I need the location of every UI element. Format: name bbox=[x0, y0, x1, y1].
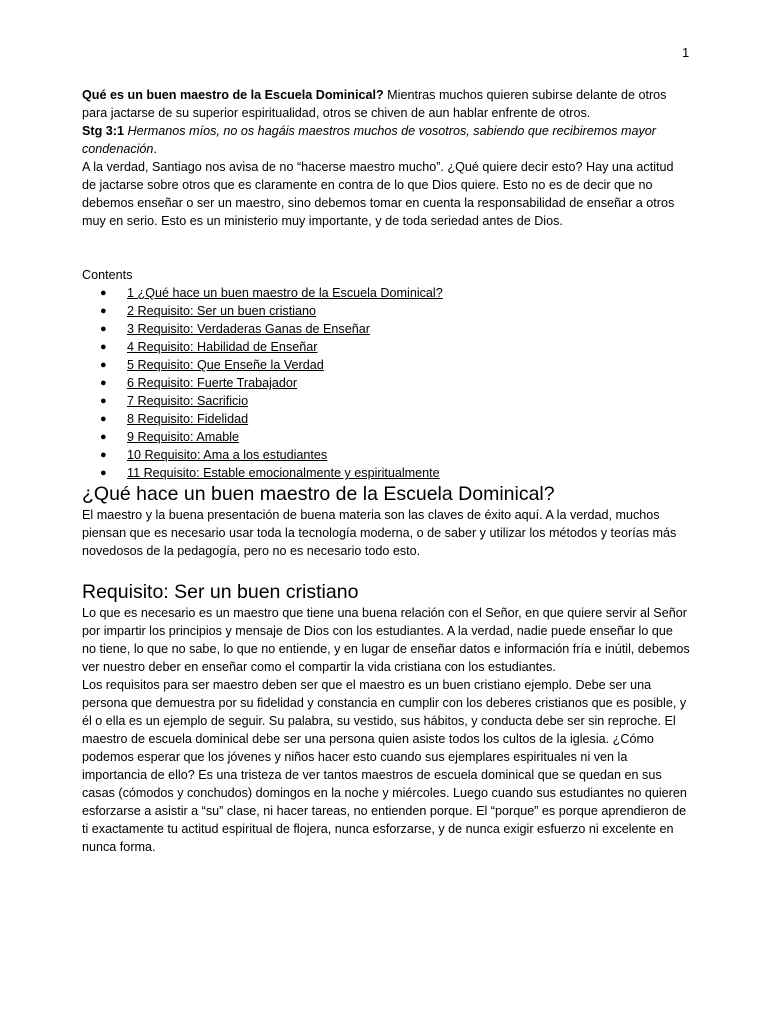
toc-link-2[interactable]: 2 Requisito: Ser un buen cristiano bbox=[127, 304, 317, 318]
bullet-icon: ● bbox=[100, 305, 107, 317]
toc-link-8[interactable]: 8 Requisito: Fidelidad bbox=[127, 412, 249, 426]
spacer bbox=[82, 230, 690, 266]
toc-item bbox=[82, 320, 690, 338]
toc-link-6[interactable]: 6 Requisito: Fuerte Trabajador bbox=[127, 376, 298, 390]
table-of-contents bbox=[82, 284, 690, 482]
toc-item bbox=[82, 302, 690, 320]
document-body bbox=[82, 86, 690, 856]
toc-link-11[interactable]: 11 Requisito: Estable emocionalmente y espiritualmente bbox=[127, 466, 440, 480]
toc-link-3[interactable]: 3 Requisito: Verdaderas Ganas de Enseñar bbox=[127, 322, 370, 336]
page-number: 1 bbox=[682, 45, 690, 60]
toc-item bbox=[82, 374, 690, 392]
section-2-paragraph-2: Los requisitos para ser maestro deben ser que el maestro es un buen cristiano ejemplo. Debe ser una persona que demuestra por su fidelidad y constancia en cumplir con los deberes cristianos que es posible, y él o ella es un ejemplo de seguir. Su palabra, su vestido, sus hábitos, y conducta debe ser sin reproche. El maestro de escuela dominical debe ser una persona quien asiste todos los cultos de la iglesia. ¿Cómo podemos esperar que los jóvenes y niños hacer esto cuando sus ejemplares espirituales ni ven la importancia de ello? Es una tristeza de ver tantos maestros de escuela dominical que se quedan en sus casas (cómodos y conchudos) domingos en la noche y miércoles. Luego cuando sus estudiantes no quieren esforzarse a asistir a “su” clase, ni hacer tareas, no entienden porque. El “porque” es porque aprendieron de ti exactamente tu actitud espiritual de flojera, nunca esforzarse, y de nunca exigir esfuerzo ni excelente en nunca forma. bbox=[82, 678, 687, 854]
bullet-icon: ● bbox=[100, 287, 107, 299]
section-2-paragraph-1: Lo que es necesario es un maestro que tiene una buena relación con el Señor, en que quiere servir al Señor por impartir los principios y mensaje de Dios con los estudiantes. A la verdad, nadie puede enseñar lo que no tiene, lo que no sabe, lo que no entiende, y en lugar de enseñar datos e información fría e inútil, debemos ver nuestro deber en enseñar como el compartir la vida cristiana con los estudiantes. bbox=[82, 606, 690, 674]
bullet-icon: ● bbox=[100, 395, 107, 407]
section-2-heading: Requisito: Ser un buen cristiano bbox=[82, 581, 359, 603]
verse-text: Hermanos míos, no os hagáis maestros muchos de vosotros, sabiendo que recibiremos mayor condenación bbox=[82, 124, 656, 156]
intro-question: Qué es un buen maestro de la Escuela Dominical? bbox=[82, 88, 384, 102]
toc-item bbox=[82, 446, 690, 464]
verse-reference: Stg 3:1 bbox=[82, 124, 124, 138]
toc-item bbox=[82, 410, 690, 428]
toc-link-7[interactable]: 7 Requisito: Sacrificio bbox=[127, 394, 249, 408]
intro-paragraph: A la verdad, Santiago nos avisa de no “hacerse maestro mucho”. ¿Qué quiere decir esto? Hay una actitud de jactarse sobre otros que es claramente en contra de lo que Dios quiere. Esto no es de decir que no debemos enseñar o ser un maestro, sino debemos tomar en cuenta la responsabilidad de enseñar a otros muy en serio. Esto es un ministerio muy importante, y de toda seriedad antes de Dios. bbox=[82, 160, 675, 228]
bullet-icon: ● bbox=[100, 449, 107, 461]
toc-item bbox=[82, 428, 690, 446]
section-1-heading: ¿Qué hace un buen maestro de la Escuela Dominical? bbox=[82, 483, 555, 505]
toc-item bbox=[82, 284, 690, 302]
section-1-paragraph: El maestro y la buena presentación de buena materia son las claves de éxito aquí. A la verdad, muchos piensan que es necesario usar toda la tecnología moderna, o de saber y utilizar los métodos y teorías más novedosos de la pedagogía, pero no es necesario todo esto. bbox=[82, 508, 677, 558]
toc-link-5[interactable]: 5 Requisito: Que Enseñe la Verdad bbox=[127, 358, 324, 372]
toc-item bbox=[82, 392, 690, 410]
bullet-icon: ● bbox=[100, 377, 107, 389]
intro-question-paragraph bbox=[82, 86, 690, 122]
bullet-icon: ● bbox=[100, 323, 107, 335]
toc-link-1[interactable]: 1 ¿Qué hace un buen maestro de la Escuela Dominical? bbox=[127, 286, 443, 300]
toc-item bbox=[82, 356, 690, 374]
bullet-icon: ● bbox=[100, 341, 107, 353]
toc-link-10[interactable]: 10 Requisito: Ama a los estudiantes bbox=[127, 448, 328, 462]
bullet-icon: ● bbox=[100, 413, 107, 425]
toc-link-9[interactable]: 9 Requisito: Amable bbox=[127, 430, 240, 444]
bullet-icon: ● bbox=[100, 431, 107, 443]
toc-item bbox=[82, 464, 690, 482]
spacer bbox=[82, 560, 690, 580]
toc-item bbox=[82, 338, 690, 356]
contents-title: Contents bbox=[82, 268, 133, 282]
intro-question-rest: Mientras muchos quieren subirse delante de otros para jactarse de su superior espiritualidad, otros se chiven de aun hablar enfrente de otros. bbox=[82, 88, 667, 120]
bullet-icon: ● bbox=[100, 359, 107, 371]
bullet-icon: ● bbox=[100, 467, 107, 479]
verse-paragraph bbox=[82, 122, 690, 158]
verse-end: . bbox=[153, 142, 157, 156]
toc-link-4[interactable]: 4 Requisito: Habilidad de Enseñar bbox=[127, 340, 318, 354]
